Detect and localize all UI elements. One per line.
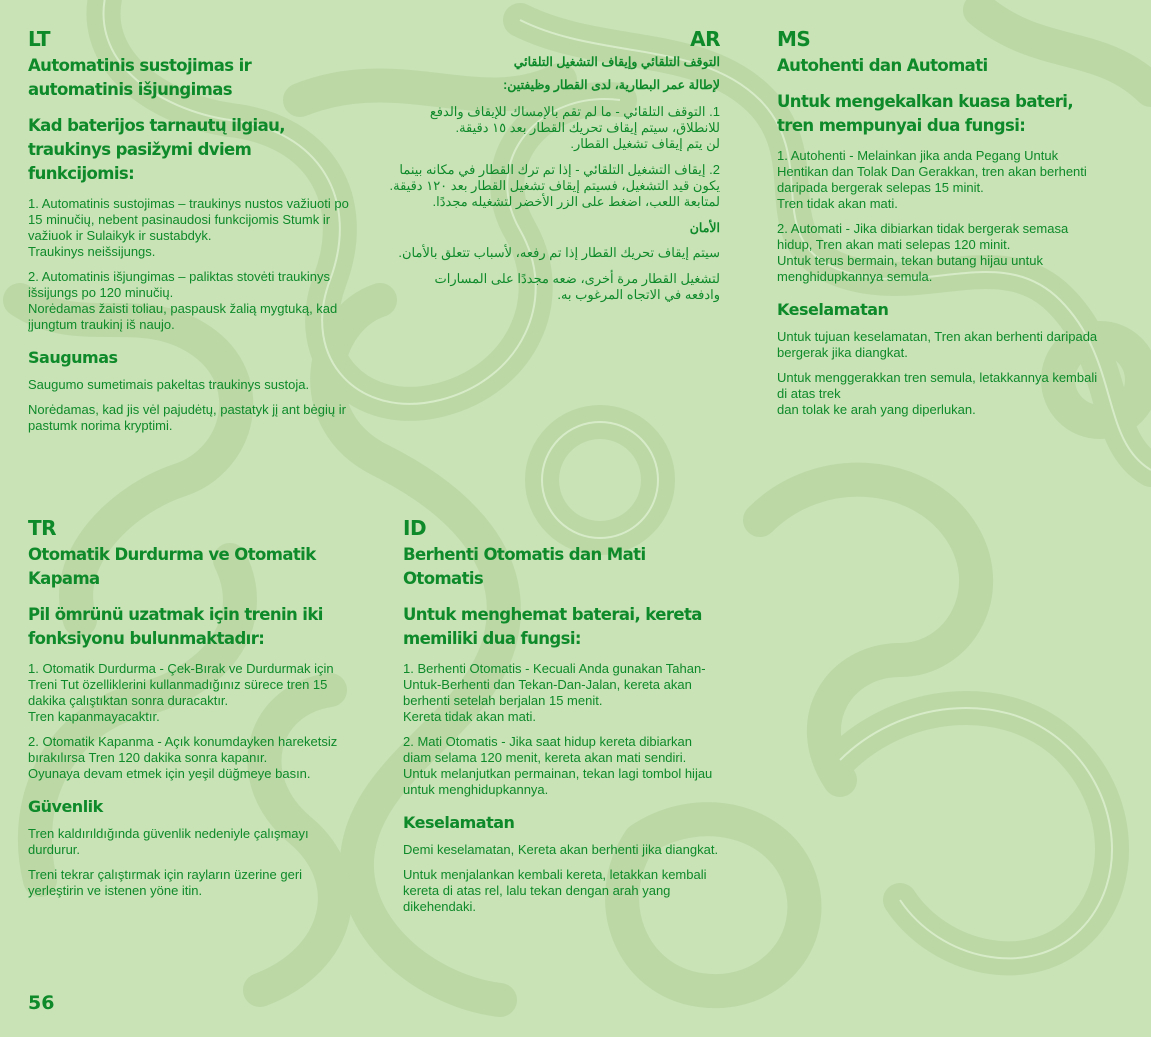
section-subtitle: Untuk mengekalkan kuasa bateri, tren mempunyai dua fungsi: (777, 92, 1074, 135)
paragraph: 1. Autohenti - Melainkan jika anda Pegang Untuk Hentikan dan Tolak Dan Gerakkan, tren akan berhenti daripada bergerak selepas 15 minit. Tren tidak akan mati. (777, 148, 1087, 211)
paragraph: 1. التوقف التلقائي - ما لم تقم بالإمساك للإيقاف والدفع للانطلاق، سيتم إيقاف تحريك القطار بعد ١٥ دقيقة. لن يتم إيقاف تشغيل القطار. (429, 104, 720, 151)
safety-heading: Güvenlik (28, 797, 103, 816)
language-code: AR (690, 27, 720, 51)
section-title: Automatinis sustojimas ir automatinis išjungimas (28, 56, 252, 99)
language-code: MS (777, 27, 811, 51)
section-ms (777, 28, 1102, 427)
section-lt (28, 28, 358, 443)
safety-heading: Saugumas (28, 348, 118, 367)
safety-paragraph: Untuk menjalankan kembali kereta, letakkan kembali kereta di atas rel, lalu tekan dengan arah yang dikehendaki. (403, 867, 707, 914)
safety-heading: Keselamatan (777, 300, 889, 319)
section-ar (380, 28, 720, 313)
safety-paragraph: Demi keselamatan, Kereta akan berhenti jika diangkat. (403, 842, 719, 857)
section-subtitle: لإطالة عمر البطارية، لدى القطار وظيفتين: (503, 78, 720, 92)
safety-paragraph: Treni tekrar çalıştırmak için rayların üzerine geri yerleştirin ve istenen yöne itin. (28, 867, 303, 898)
section-subtitle: Untuk menghemat baterai, kereta memiliki dua fungsi: (403, 605, 702, 648)
language-code: ID (403, 516, 427, 540)
page-number: 56 (28, 992, 55, 1014)
paragraph: 1. Otomatik Durdurma - Çek-Bırak ve Durdurmak için Treni Tut özelliklerini kullanmadığınız sürece tren 15 dakika çalıştıktan sonra duracaktır. Tren kapanmayacaktır. (28, 661, 334, 724)
safety-paragraph: Norėdamas, kad jis vėl pajudėtų, pastatyk jį ant bėgių ir pastumk norima kryptimi. (28, 402, 346, 433)
section-tr (28, 517, 348, 908)
paragraph: 2. Otomatik Kapanma - Açık konumdayken hareketsiz bırakılırsa Tren 120 dakika sonra kapanır. Oyunaya devam etmek için yeşil düğmeye basın. (28, 734, 338, 781)
paragraph: 2. إيقاف التشغيل التلقائي - إذا تم ترك القطار في مكانه بينما يكون قيد التشغيل، فسيتم إيقاف تشغيل القطار بعد ١٢٠ دقيقة. لمتابعة اللعب، اضغط على الزر الأخضر لتشغيله مجددًا. (389, 162, 720, 209)
paragraph: 2. Automatinis išjungimas – paliktas stovėti traukinys išsijungs po 120 minučių. Norėdamas žaisti toliau, paspausk žalią mygtuką, kad įjungtum traukinį iš naujo. (28, 269, 338, 332)
safety-heading: الأمان (689, 221, 720, 235)
language-code: TR (28, 516, 57, 540)
safety-paragraph: Saugumo sumetimais pakeltas traukinys sustoja. (28, 377, 310, 392)
paragraph: 1. Automatinis sustojimas – traukinys nustos važiuoti po 15 minučių, nebent pasinaudosi funkcijomis Stumk ir važiuok ir Sulaikyk ir sustabdyk. Traukinys neišsijungs. (28, 196, 349, 259)
safety-paragraph: Untuk menggerakkan tren semula, letakkannya kembali di atas trek dan tolak ke arah yang diperlukan. (777, 370, 1098, 417)
safety-paragraph: لتشغيل القطار مرة أخرى، ضعه مجددًا على المسارات وادفعه في الاتجاه المرغوب به. (434, 271, 720, 302)
section-id (403, 517, 723, 924)
safety-paragraph: Tren kaldırıldığında güvenlik nedeniyle çalışmayı durdurur. (28, 826, 309, 857)
paragraph: 2. Automati - Jika dibiarkan tidak bergerak semasa hidup, Tren akan mati selepas 120 minit. Untuk terus bermain, tekan butang hijau untuk menghidupkannya semula. (777, 221, 1069, 284)
paragraph: 1. Berhenti Otomatis - Kecuali Anda gunakan Tahan-Untuk-Berhenti dan Tekan-Dan-Jalan, kereta akan berhenti setelah berjalan 15 menit. Kereta tidak akan mati. (403, 661, 706, 724)
section-title: Berhenti Otomatis dan Mati Otomatis (403, 545, 646, 588)
section-title: Autohenti dan Automati (777, 56, 988, 75)
safety-paragraph: سيتم إيقاف تحريك القطار إذا تم رفعه، لأسباب تتعلق بالأمان. (398, 245, 720, 260)
section-subtitle: Pil ömrünü uzatmak için trenin iki fonksiyonu bulunmaktadır: (28, 605, 323, 648)
section-title: Otomatik Durdurma ve Otomatik Kapama (28, 545, 316, 588)
paragraph: 2. Mati Otomatis - Jika saat hidup kereta dibiarkan diam selama 120 menit, kereta akan mati sendiri. Untuk melanjutkan permainan, tekan lagi tombol hijau untuk menghidupkannya. (403, 734, 713, 797)
section-subtitle: Kad baterijos tarnautų ilgiau, traukinys pasižymi dviem funkcijomis: (28, 116, 285, 183)
section-title: التوقف التلقائي وإيقاف التشغيل التلقائي (513, 55, 720, 69)
language-code: LT (28, 27, 51, 51)
safety-paragraph: Untuk tujuan keselamatan, Tren akan berhenti daripada bergerak jika diangkat. (777, 329, 1098, 360)
safety-heading: Keselamatan (403, 813, 515, 832)
